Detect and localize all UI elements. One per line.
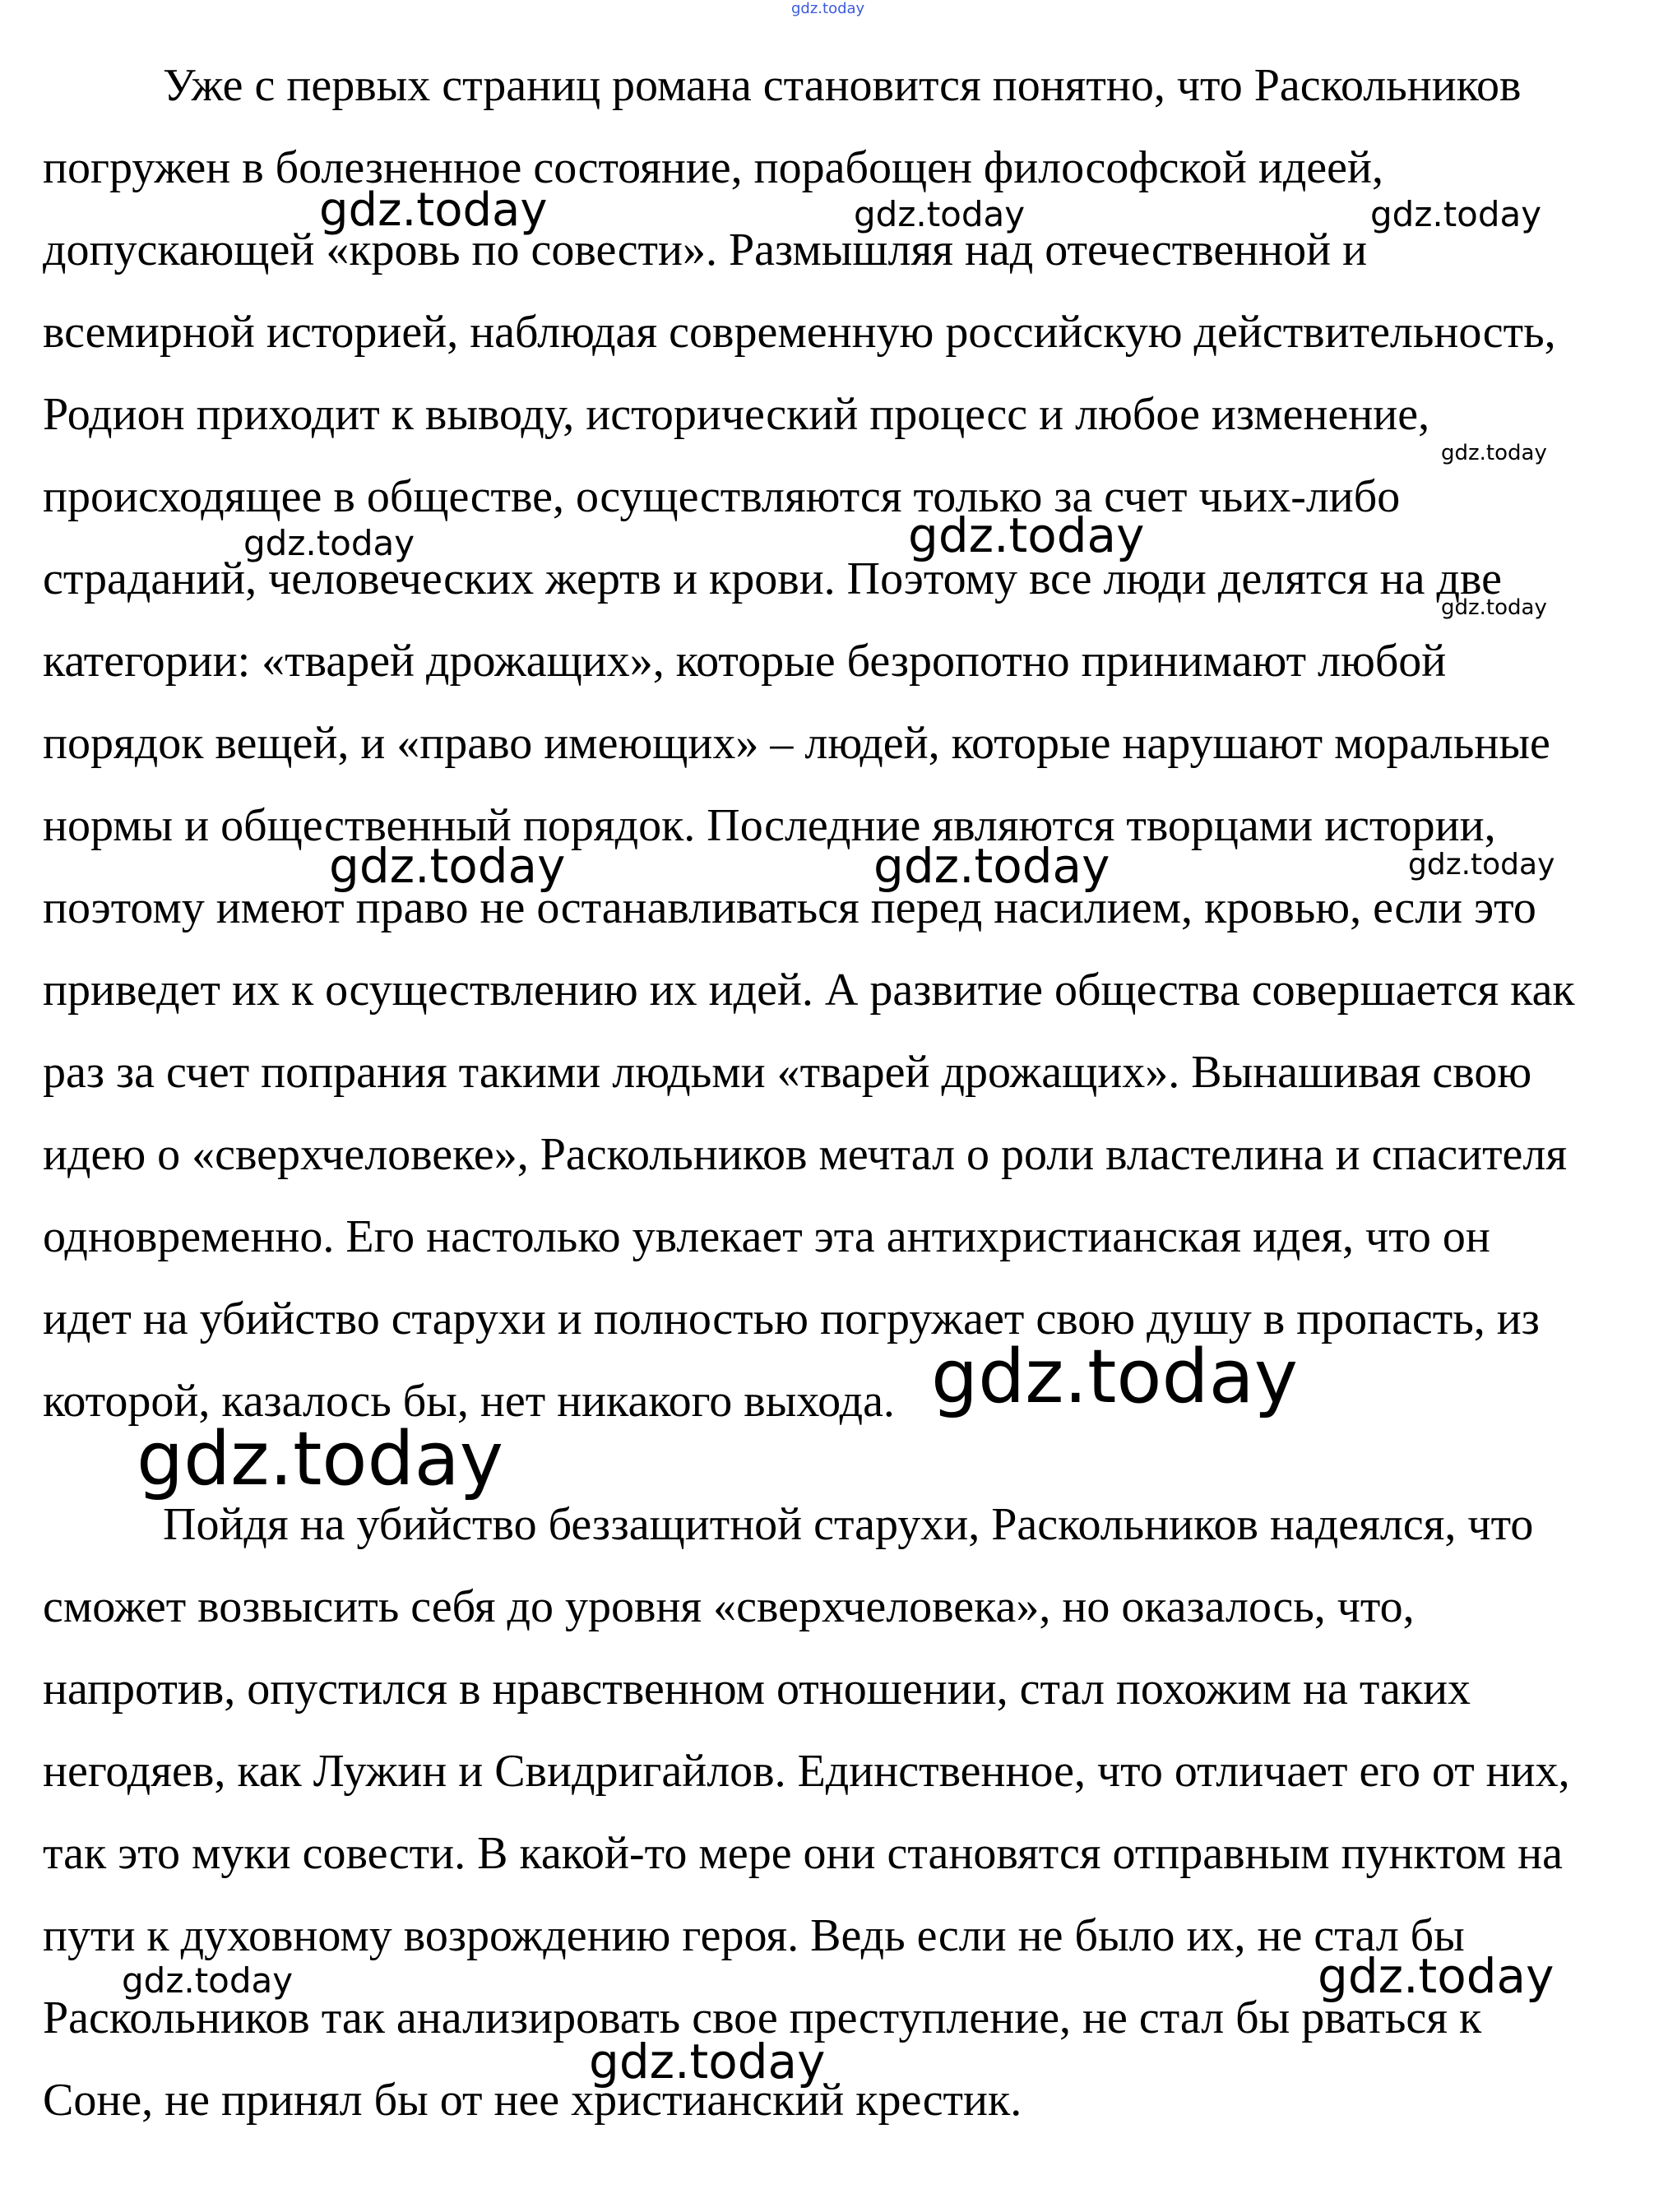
paragraph-2-line-5: так это муки совести. В какой-то мере они становятся отправным пунктом на xyxy=(43,1828,1563,1879)
paragraph-1-line-17: которой, казалось бы, нет никакого выхода. xyxy=(43,1376,895,1427)
paragraph-1-line-3: допускающей «кровь по совести». Размышляя над отечественной и xyxy=(43,224,1368,275)
watermark: gdz.today xyxy=(1318,1948,1554,2004)
watermark: gdz.today xyxy=(137,1416,504,1502)
paragraph-2-line-4: негодяев, как Лужин и Свидригайлов. Единственное, что отличает его от них, xyxy=(43,1746,1570,1797)
watermark: gdz.today xyxy=(319,183,548,237)
paragraph-1-line-2: погружен в болезненное состояние, порабощен философской идеей, xyxy=(43,142,1383,193)
paragraph-1-line-8: категории: «тварей дрожащих», которые безропотно принимают любой xyxy=(43,636,1447,687)
watermark: gdz.today xyxy=(931,1334,1299,1420)
paragraph-1-line-16: идет на убийство старухи и полностью погружает свою душу в пропасть, из xyxy=(43,1293,1540,1344)
paragraph-1-line-7: страданий, человеческих жертв и крови. Поэтому все люди делятся на две xyxy=(43,553,1502,604)
paragraph-2-line-8: Соне, не принял бы от нее христианский крестик. xyxy=(43,2075,1022,2126)
watermark: gdz.today xyxy=(1441,595,1547,620)
watermark: gdz.today xyxy=(908,507,1145,563)
paragraph-1-line-14: идею о «сверхчеловеке», Раскольников мечтал о роли властелина и спасителя xyxy=(43,1129,1568,1180)
paragraph-1-line-6: происходящее в обществе, осуществляются только за счет чьих-либо xyxy=(43,471,1401,522)
paragraph-2-line-1: Пойдя на убийство беззащитной старухи, Раскольников надеялся, что xyxy=(163,1499,1534,1550)
watermark-top: gdz.today xyxy=(791,0,865,17)
paragraph-2-line-3: напротив, опустился в нравственном отношении, стал похожим на таких xyxy=(43,1664,1471,1715)
watermark: gdz.today xyxy=(589,2034,826,2089)
watermark: gdz.today xyxy=(122,1960,294,2001)
paragraph-1-line-10: нормы и общественный порядок. Последние являются творцами истории, xyxy=(43,800,1496,851)
paragraph-2-line-2: сможет возвысить себя до уровня «сверхчеловека», но оказалось, что, xyxy=(43,1581,1415,1632)
paragraph-2-line-7: Раскольников так анализировать свое преступление, не стал бы рваться к xyxy=(43,1992,1482,2043)
paragraph-1-line-1: Уже с первых страниц романа становится понятно, что Раскольников xyxy=(163,60,1522,111)
paragraph-1-line-9: порядок вещей, и «право имеющих» – людей, которые нарушают моральные xyxy=(43,718,1550,769)
paragraph-1-line-11: поэтому имеют право не останавливаться перед насилием, кровью, если это xyxy=(43,882,1536,933)
paragraph-2-line-6: пути к духовному возрождению героя. Ведь если не было их, не стал бы xyxy=(43,1910,1465,1961)
watermark: gdz.today xyxy=(1370,194,1542,234)
paragraph-1-line-4: всемирной историей, наблюдая современную российскую действительность, xyxy=(43,307,1556,358)
paragraph-1-line-13: раз за счет попрания такими людьми «тварей дрожащих». Вынашивая свою xyxy=(43,1047,1532,1098)
watermark: gdz.today xyxy=(329,838,566,894)
watermark: gdz.today xyxy=(873,838,1110,894)
watermark: gdz.today xyxy=(243,523,415,563)
paragraph-1-line-5: Родион приходит к выводу, исторический процесс и любое изменение, xyxy=(43,389,1430,440)
watermark: gdz.today xyxy=(1441,441,1547,465)
watermark: gdz.today xyxy=(1408,848,1555,882)
paragraph-1-line-12: приведет их к осуществлению их идей. А развитие общества совершается как xyxy=(43,965,1575,1016)
watermark: gdz.today xyxy=(854,194,1026,234)
paragraph-1-line-15: одновременно. Его настолько увлекает эта антихристианская идея, что он xyxy=(43,1211,1490,1262)
